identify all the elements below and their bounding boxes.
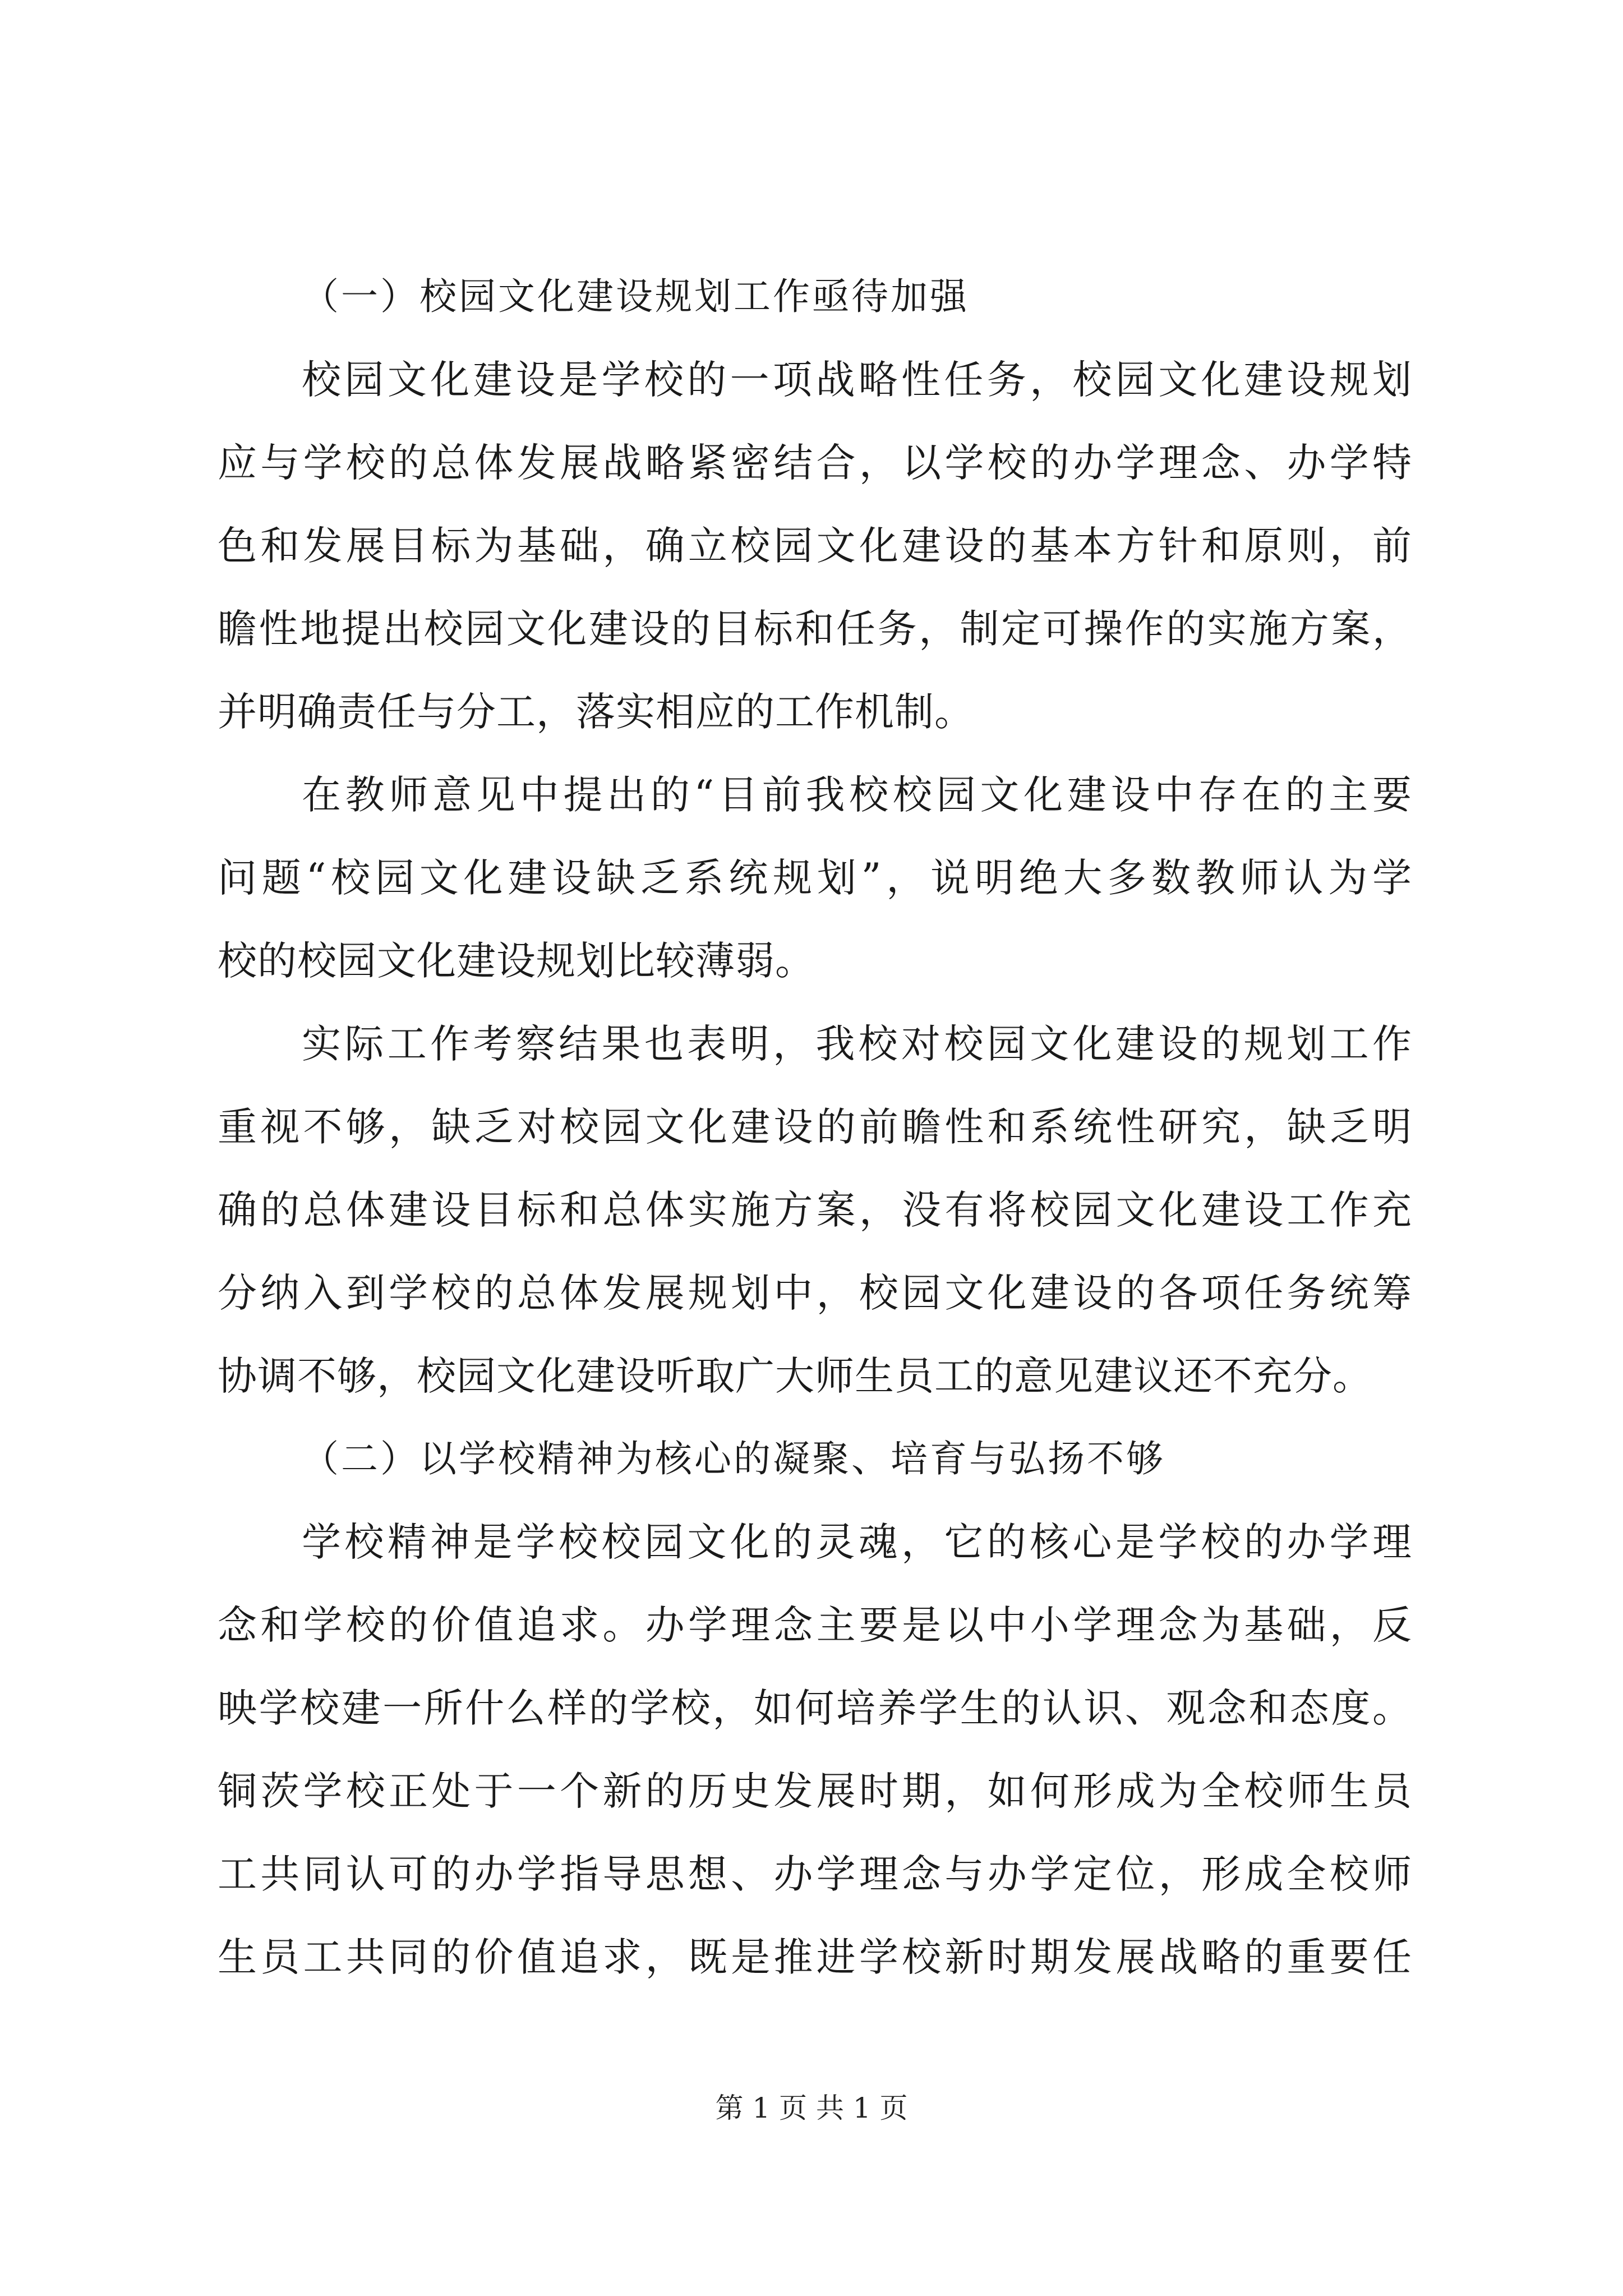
text-line: 在教师意见中提出的“目前我校校园文化建设中存在的主要 <box>302 772 1412 818</box>
text-line: 问题“校园文化建设缺乏系统规划”，说明绝大多数教师认为学 <box>218 855 1412 901</box>
text-line: 映学校建一所什么样的学校，如何培养学生的认识、观念和态度。 <box>218 1685 1412 1731</box>
paragraph-4 <box>218 1501 1412 1999</box>
page-footer: 第 1 页 共 1 页 <box>715 2092 908 2124</box>
text-line: 并明确责任与分工，落实相应的工作机制。 <box>218 689 974 735</box>
text-line: 分纳入到学校的总体发展规划中，校园文化建设的各项任务统筹 <box>218 1270 1412 1316</box>
paragraph-2 <box>218 753 1412 1002</box>
text-line: 校园文化建设是学校的一项战略性任务，校园文化建设规划 <box>302 357 1412 403</box>
text-line: 色和发展目标为基础，确立校园文化建设的基本方针和原则，前 <box>218 523 1412 569</box>
text-line: 学校精神是学校校园文化的灵魂，它的核心是学校的办学理 <box>302 1519 1412 1565</box>
section-heading-1: （一）校园文化建设规划工作亟待加强 <box>302 275 969 318</box>
text-line: 实际工作考察结果也表明，我校对校园文化建设的规划工作 <box>302 1021 1412 1067</box>
text-line: 工共同认可的办学指导思想、办学理念与办学定位，形成全校师 <box>218 1851 1412 1897</box>
paragraph-3 <box>218 1002 1412 1418</box>
paragraph-1 <box>218 338 1412 753</box>
text-line: 瞻性地提出校园文化建设的目标和任务，制定可操作的实施方案， <box>218 606 1412 652</box>
text-line: 确的总体建设目标和总体实施方案，没有将校园文化建设工作充 <box>218 1187 1412 1233</box>
text-line: 铜茨学校正处于一个新的历史发展时期，如何形成为全校师生员 <box>218 1768 1412 1814</box>
text-line: 生员工共同的价值追求，既是推进学校新时期发展战略的重要任 <box>218 1934 1412 1980</box>
text-line: 重视不够，缺乏对校园文化建设的前瞻性和系统性研究，缺乏明 <box>218 1104 1412 1150</box>
text-line: 校的校园文化建设规划比较薄弱。 <box>218 938 815 984</box>
text-line: 念和学校的价值追求。办学理念主要是以中小学理念为基础，反 <box>218 1602 1412 1648</box>
document-body <box>218 255 1412 1999</box>
text-line: 协调不够，校园文化建设听取广大师生员工的意见建议还不充分。 <box>218 1353 1372 1399</box>
text-line: 应与学校的总体发展战略紧密结合，以学校的办学理念、办学特 <box>218 440 1412 486</box>
section-heading-2: （二）以学校精神为核心的凝聚、培育与弘扬不够 <box>302 1437 1165 1480</box>
